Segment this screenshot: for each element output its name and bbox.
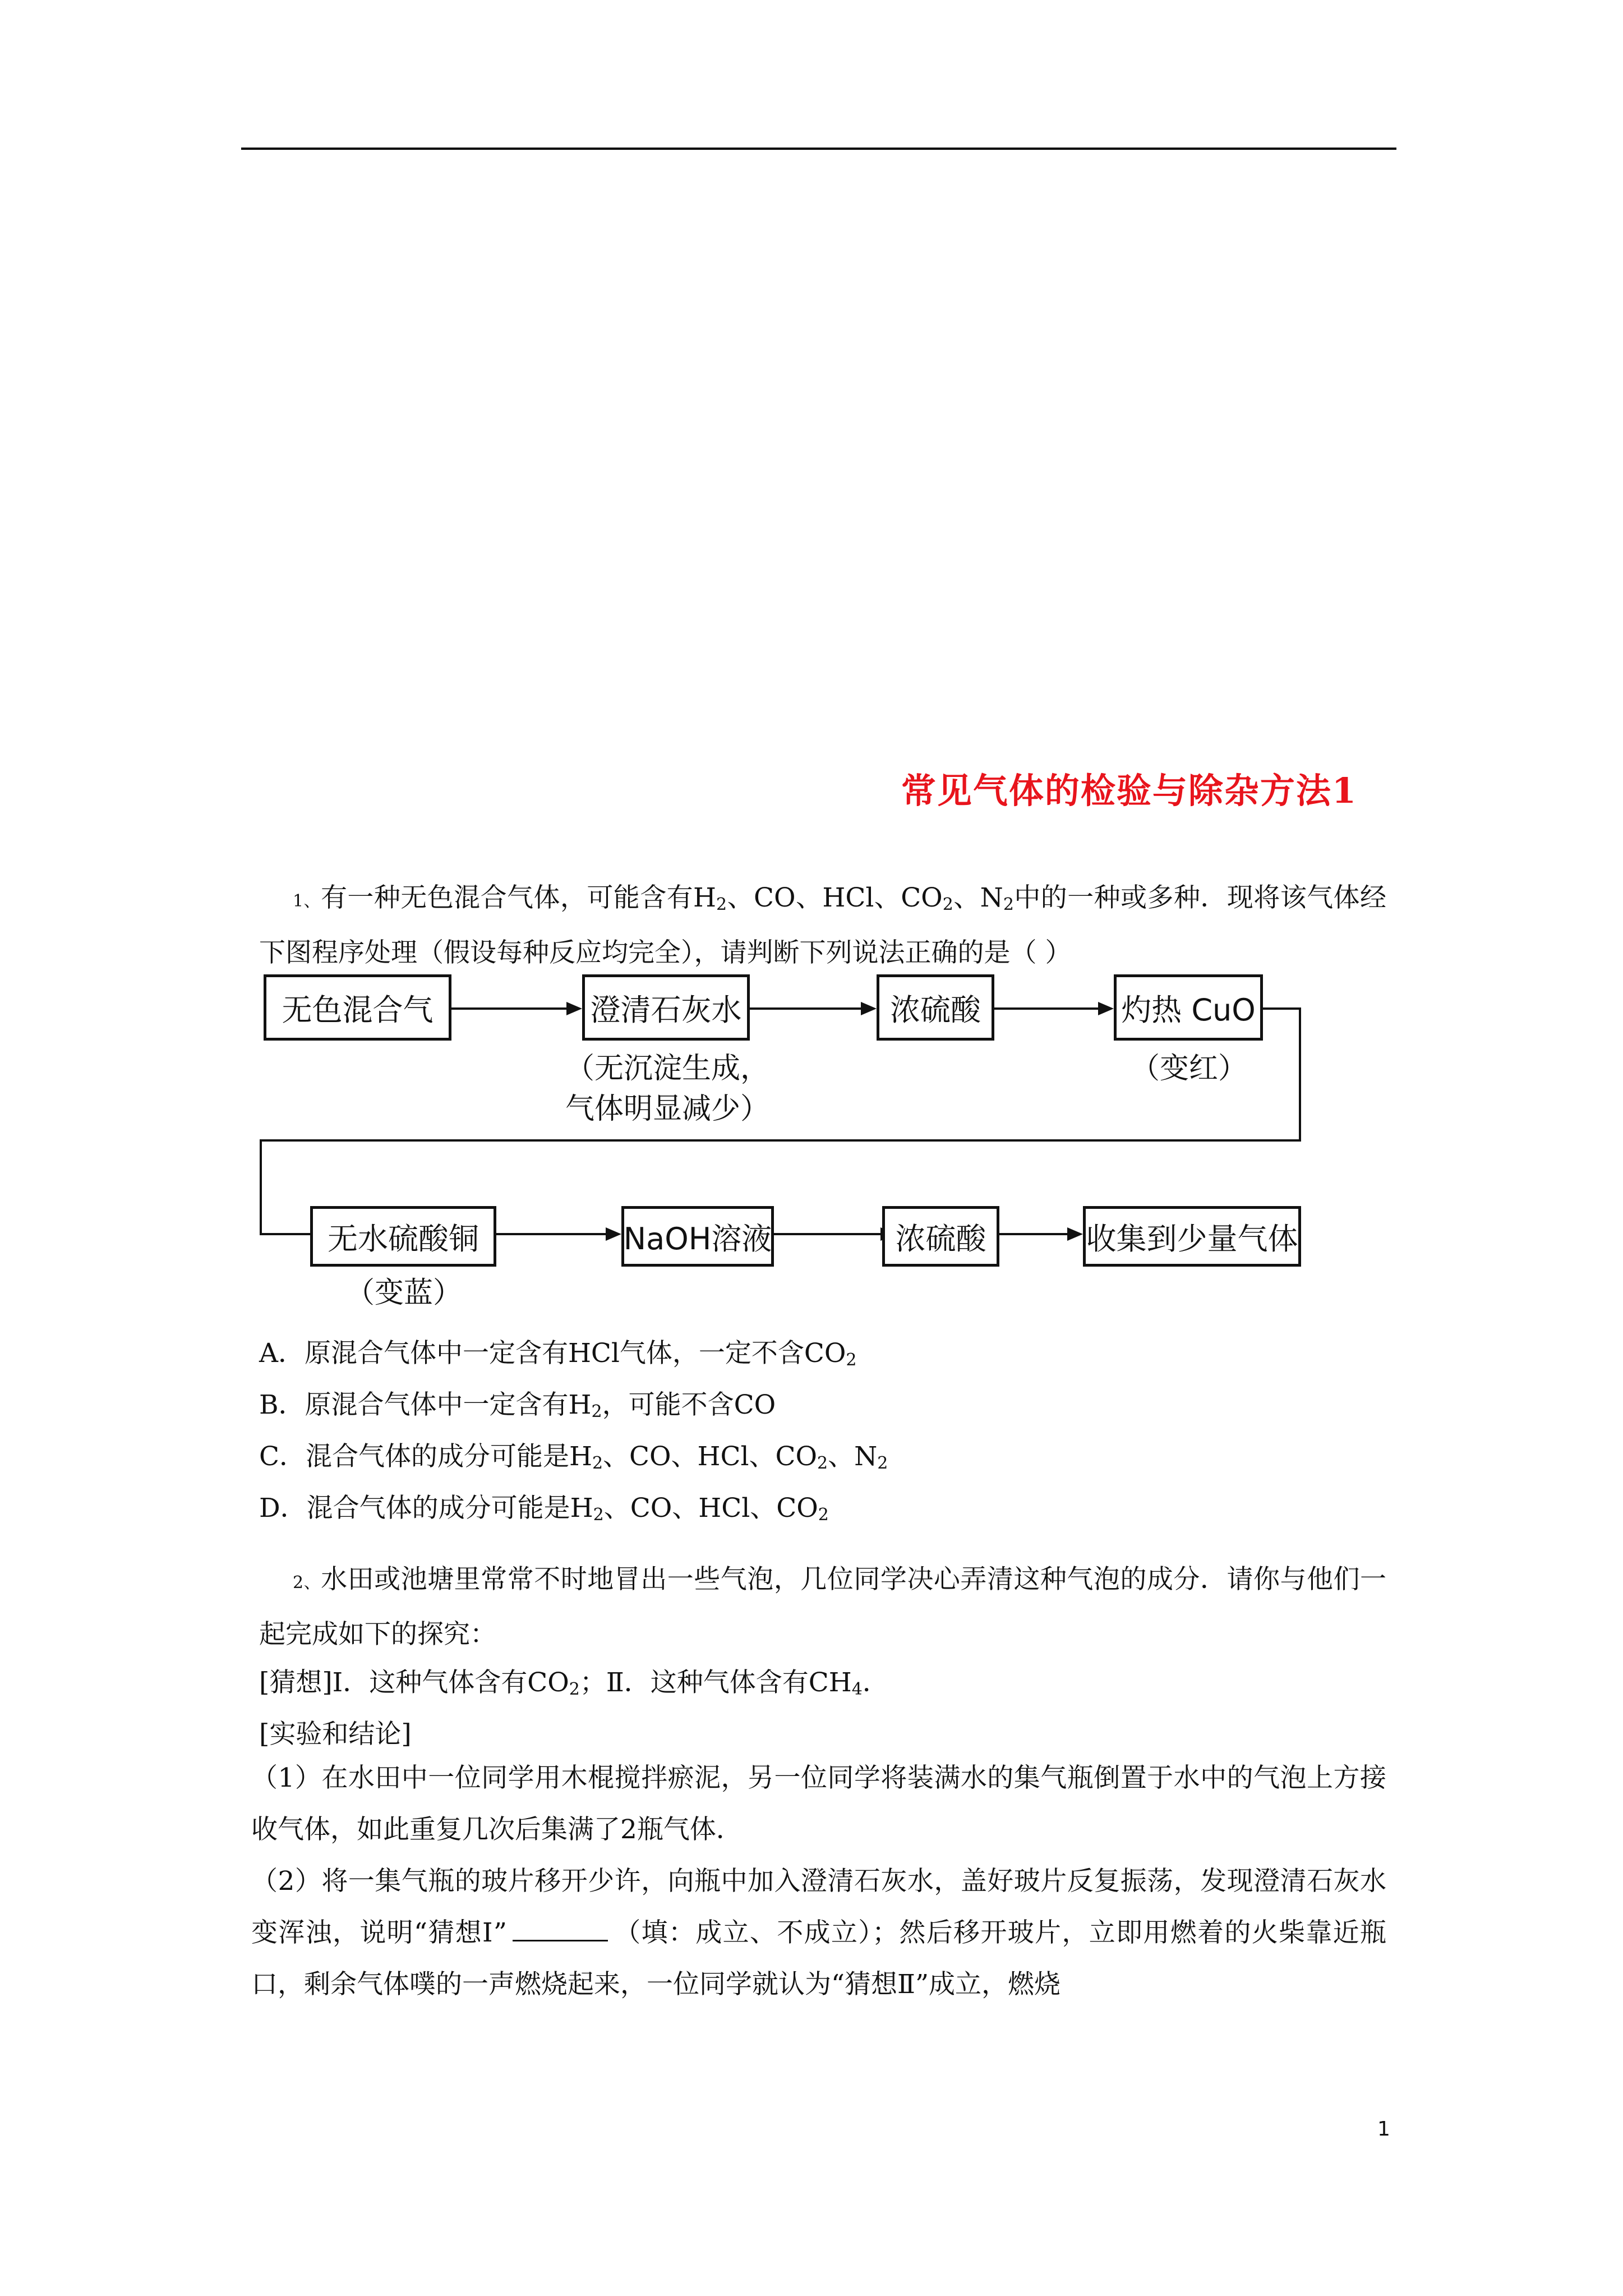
note-cuo: （变红） bbox=[1130, 1052, 1247, 1085]
option-d: D．混合气体的成分可能是$H_2$、CO、HCl、$CO_2$ bbox=[259, 1493, 829, 1525]
option-a: A．原混合气体中一定含有HCl气体，一定不含$CO_2$ bbox=[259, 1338, 857, 1370]
experiment-heading: [实验和结论] bbox=[259, 1719, 412, 1750]
box-conc-sulfuric-acid-2: 浓硫酸 bbox=[882, 1206, 999, 1267]
page-title: 常见气体的检验与除杂方法1 bbox=[901, 770, 1357, 811]
step-1: （1）在水田中一位同学用木棍搅拌瘀泥，另一位同学将装满水的集气瓶倒置于水中的气泡上方接收气体，如此重复几次后集满了2瓶气体． bbox=[251, 1763, 1386, 1845]
question-number: 1 bbox=[293, 891, 304, 911]
box-anhydrous-cuso4: 无水硫酸铜 bbox=[310, 1206, 496, 1267]
option-b: B．原混合气体中一定含有$H_2$，可能不含CO bbox=[259, 1389, 776, 1421]
box-collected-gas: 收集到少量气体 bbox=[1083, 1206, 1301, 1267]
answer-blank[interactable] bbox=[513, 1917, 608, 1941]
step-2: （2）将一集气瓶的玻片移开少许，向瓶中加入澄清石灰水，盖好玻片反复振荡，发现澄清石灰水变浑浊，说明“猜想Ⅰ” （填：成立、不成立）；然后移开玻片，立即用燃着的火柴靠近瓶口，剩余气体噗的一声燃烧起来，一位同学就认为“猜想Ⅱ”成立，燃烧 bbox=[251, 1866, 1387, 2000]
page-number: 1 bbox=[1377, 2118, 1390, 2141]
box-conc-sulfuric-acid-1: 浓硫酸 bbox=[877, 974, 994, 1041]
note-cuso4: （变蓝） bbox=[345, 1276, 462, 1310]
question-number: 2 bbox=[293, 1573, 304, 1593]
note-limewater-line1: （无沉淀生成， bbox=[565, 1052, 769, 1085]
guess-line: [猜想]Ⅰ．这种气体含有$CO_2$；Ⅱ．这种气体含有$CH_4$． bbox=[259, 1667, 889, 1699]
question-2-intro: 2、水田或池塘里常常不时地冒出一些气泡，几位同学决心弄清这种气泡的成分．请你与他们一起完成如下的探究： bbox=[259, 1564, 1387, 1650]
box-naoh-solution: NaOH溶液 bbox=[621, 1206, 774, 1267]
option-c: C．混合气体的成分可能是$H_2$、CO、HCl、$CO_2$、$N_2$ bbox=[259, 1441, 888, 1473]
box-mixed-gas: 无色混合气 bbox=[264, 974, 451, 1041]
question-1: 1、有一种无色混合气体，可能含有$H_2$、CO、HCl、$CO_2$、$N_2$中的一种或多种．现将该气体经下图程序处理（假设每种反应均完全），请判断下列说法正确的是（ ） bbox=[259, 882, 1386, 968]
box-hot-cuo: 灼热 CuO bbox=[1114, 974, 1263, 1041]
box-limewater: 澄清石灰水 bbox=[582, 974, 750, 1041]
note-limewater-line2: 气体明显减少） bbox=[565, 1092, 769, 1126]
